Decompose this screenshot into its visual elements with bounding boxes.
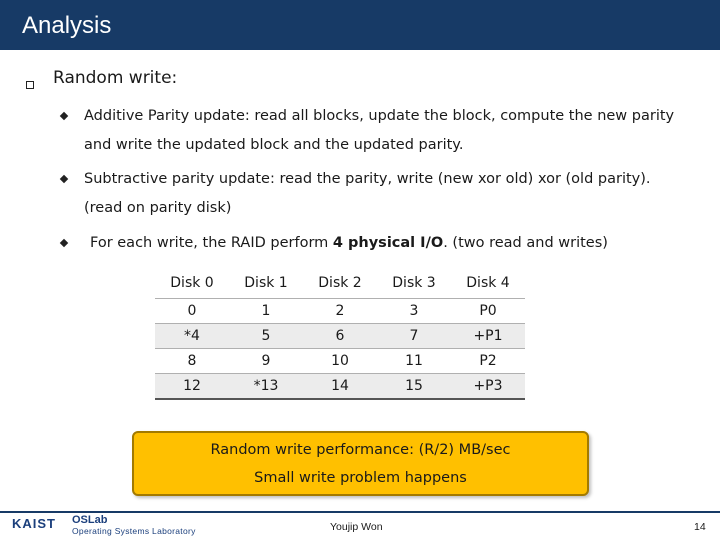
table-row xyxy=(155,299,525,324)
table-row xyxy=(155,324,525,349)
diamond-bullet-icon xyxy=(60,175,68,183)
table-row xyxy=(155,374,525,400)
table-cell: 15 xyxy=(377,374,451,400)
author-name: Youjip Won xyxy=(330,521,383,533)
diamond-bullet-icon xyxy=(60,112,68,120)
physical-io-post: . (two read and writes) xyxy=(443,235,608,251)
subbullet-physical-io xyxy=(90,228,608,259)
diamond-bullet-icon xyxy=(60,239,68,247)
table-header-cell: Disk 1 xyxy=(229,268,303,299)
subbullet-subtractive-line2: (read on parity disk) xyxy=(84,200,232,216)
table-cell: 6 xyxy=(303,324,377,349)
table-cell: 11 xyxy=(377,349,451,374)
callout-line-performance: Random write performance: (R/2) MB/sec xyxy=(210,442,511,458)
table-cell: 10 xyxy=(303,349,377,374)
table-cell: 2 xyxy=(303,299,377,324)
table-header-cell: Disk 4 xyxy=(451,268,525,299)
oslab-logo-subtitle: Operating Systems Laboratory xyxy=(72,526,196,536)
table-cell: *13 xyxy=(229,374,303,400)
table-cell: 14 xyxy=(303,374,377,400)
bullet-random-write: Random write: xyxy=(53,68,178,88)
table-header-row xyxy=(155,268,525,299)
table-cell: +P3 xyxy=(451,374,525,400)
subbullet-subtractive-line1: Subtractive parity update: read the parity, write (new xor old) xor (old parity). xyxy=(84,171,651,187)
table-cell: 1 xyxy=(229,299,303,324)
physical-io-bold: 4 physical I/O xyxy=(332,235,444,251)
table-cell: 7 xyxy=(377,324,451,349)
table-cell: 3 xyxy=(377,299,451,324)
table-cell: 9 xyxy=(229,349,303,374)
table-cell: P0 xyxy=(451,299,525,324)
table-header-cell: Disk 3 xyxy=(377,268,451,299)
table-cell: 8 xyxy=(155,349,229,374)
table-cell: +P1 xyxy=(451,324,525,349)
table-cell: *4 xyxy=(155,324,229,349)
subbullet-additive-line2: and write the updated block and the updated parity. xyxy=(84,137,464,153)
raid-layout-table xyxy=(155,268,525,400)
table-cell: P2 xyxy=(451,349,525,374)
table-header-cell: Disk 2 xyxy=(303,268,377,299)
slide-header xyxy=(0,0,720,50)
physical-io-pre: For each write, the RAID perform xyxy=(90,235,333,251)
oslab-logo xyxy=(72,514,196,537)
table-row xyxy=(155,349,525,374)
oslab-logo-title: OSLab xyxy=(72,514,108,526)
footer-divider xyxy=(0,511,720,513)
performance-callout xyxy=(132,431,589,496)
table-cell: 5 xyxy=(229,324,303,349)
subbullet-additive-line1: Additive Parity update: read all blocks, update the block, compute the new parity xyxy=(84,108,675,124)
square-bullet-icon xyxy=(26,81,34,89)
slide-title: Analysis xyxy=(22,12,112,39)
table-cell: 0 xyxy=(155,299,229,324)
page-number: 14 xyxy=(694,521,706,533)
table-header-cell: Disk 0 xyxy=(155,268,229,299)
table-cell: 12 xyxy=(155,374,229,400)
callout-line-problem: Small write problem happens xyxy=(254,470,467,486)
kaist-logo: KAIST xyxy=(12,516,56,531)
